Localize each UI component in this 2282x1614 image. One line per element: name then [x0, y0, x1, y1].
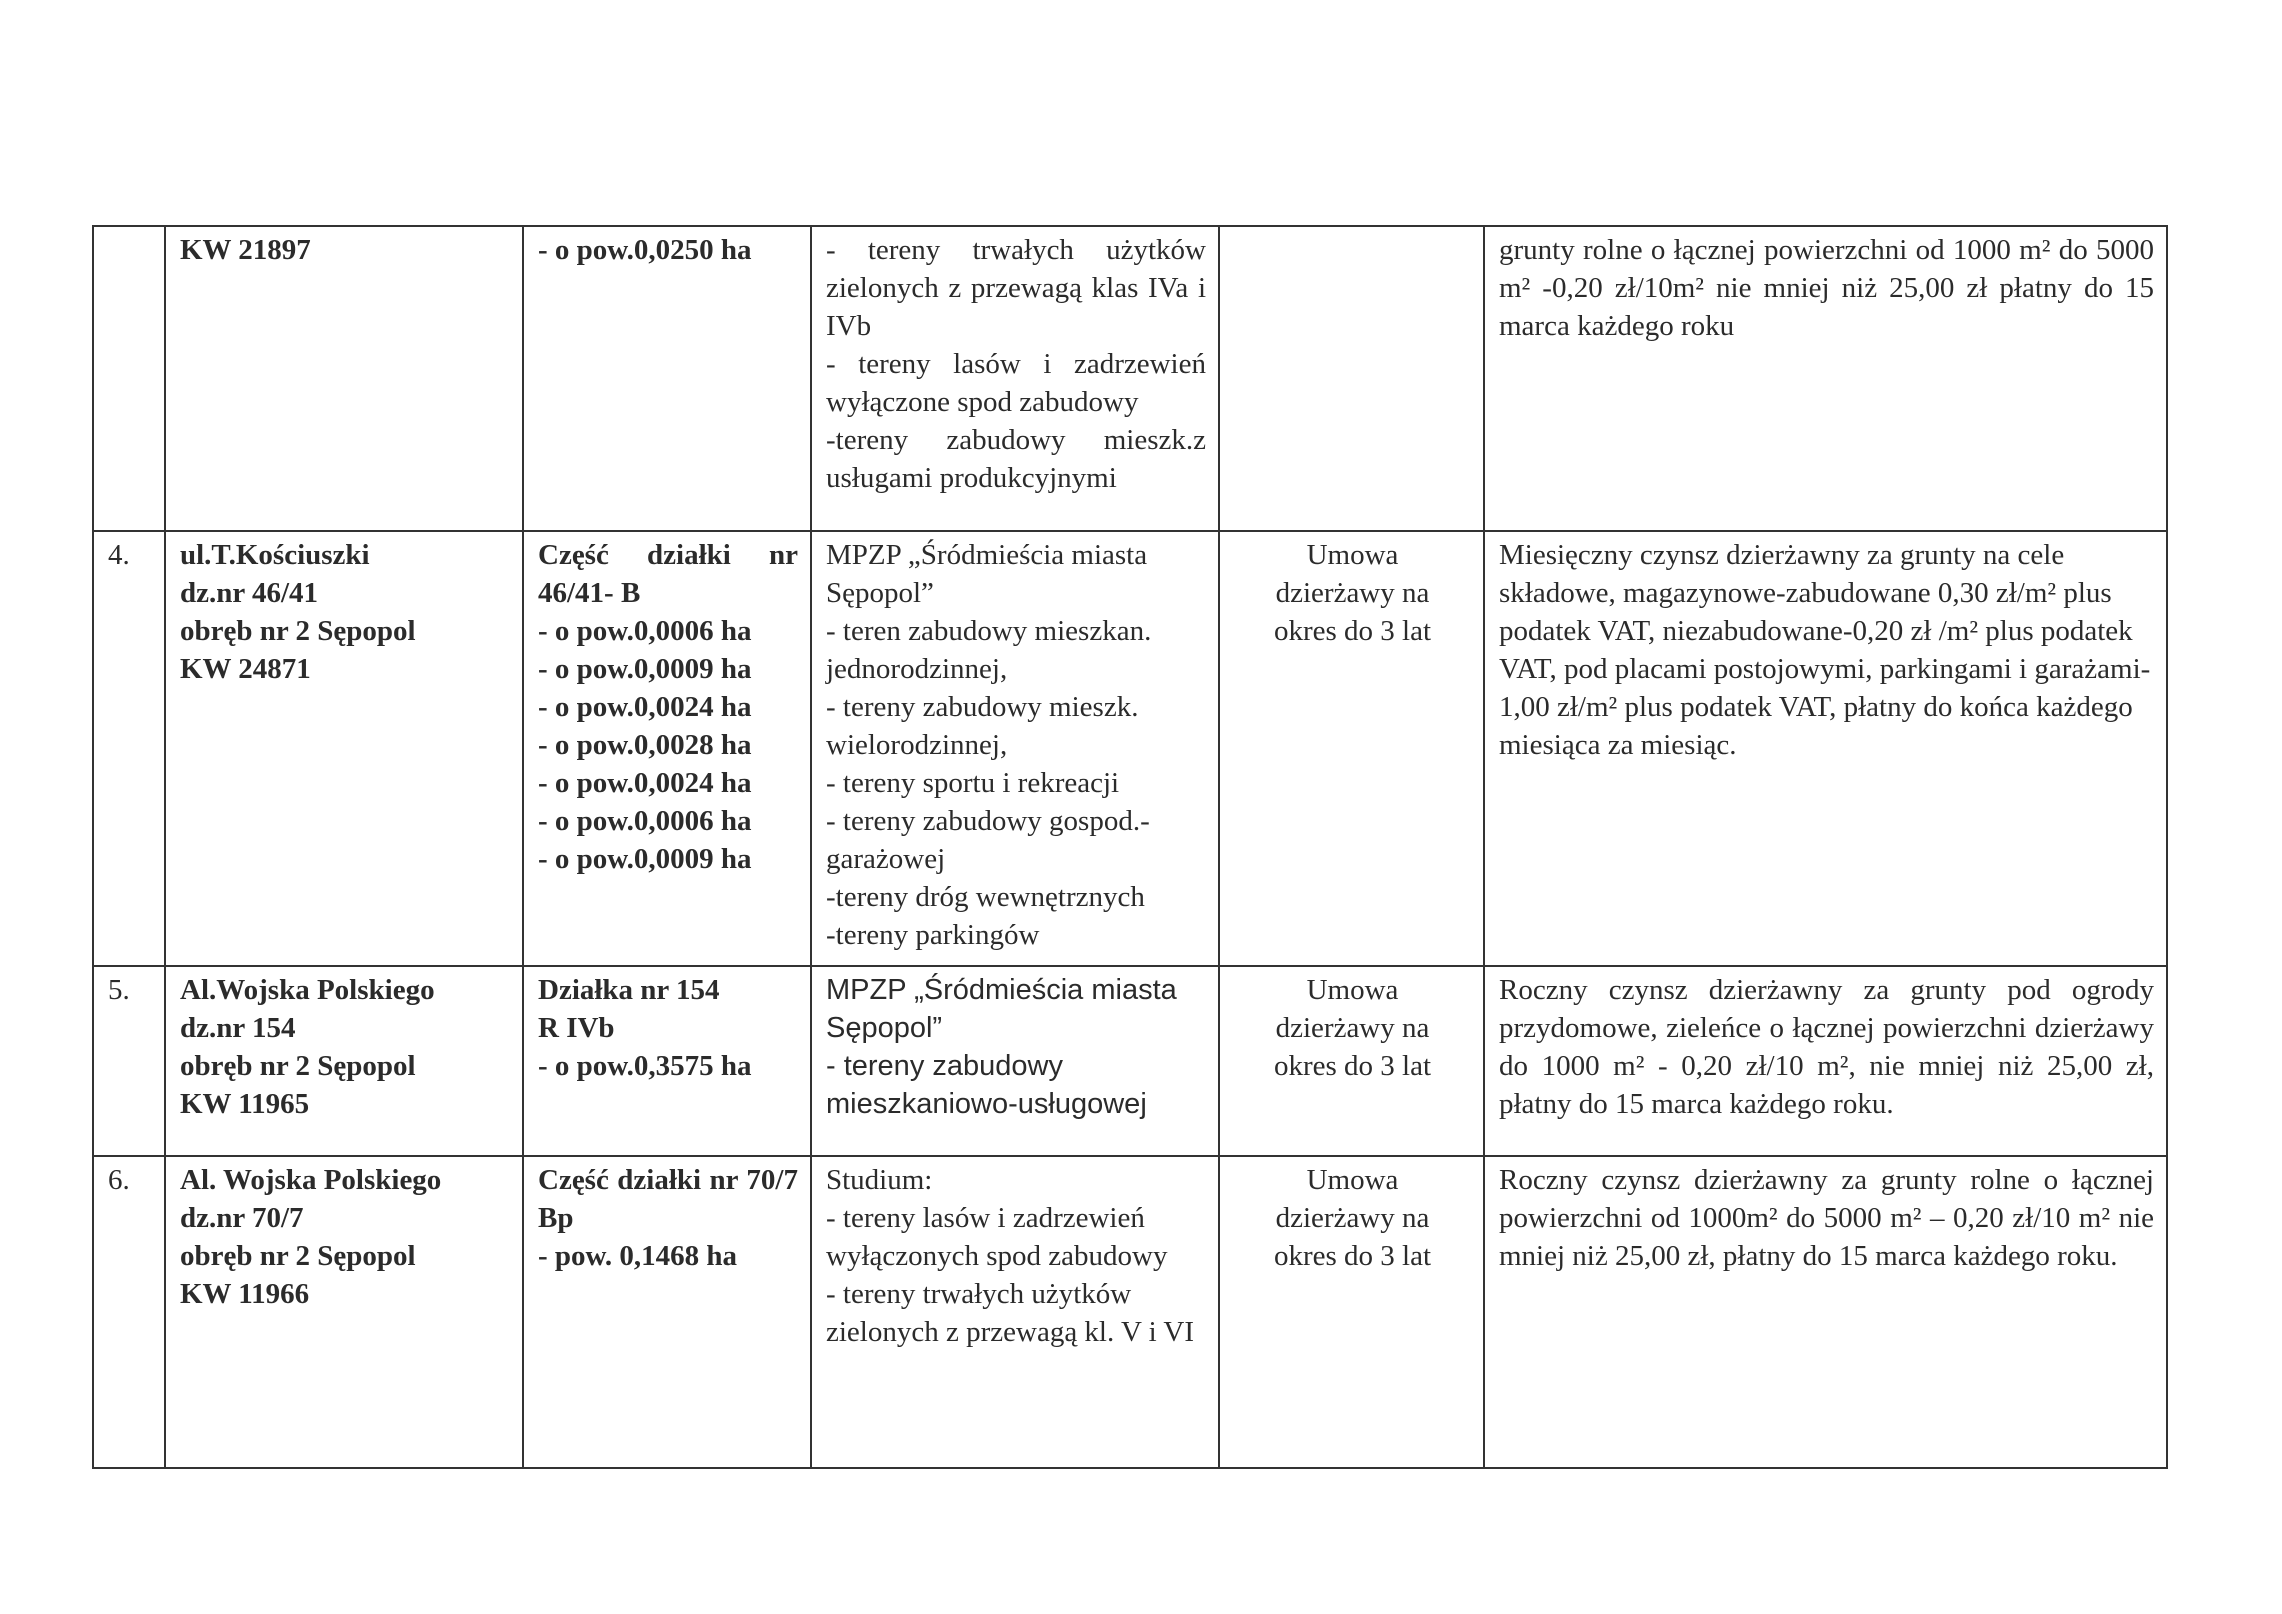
- plan-line: - tereny lasów i zadrzewień wyłączone spod zabudowy: [826, 348, 1206, 418]
- rent-text: Roczny czynsz dzierżawny za grunty rolne o łącznej powierzchni od 1000m² do 5000 m² – 0,20 zł/10 m² nie mniej niż 25,00 zł, płatny do 15 marca każdego roku.: [1499, 1164, 2154, 1272]
- location-line: dz.nr 154: [180, 1012, 296, 1044]
- rent-text: Roczny czynsz dzierżawny za grunty pod ogrody przydomowe, zieleńce o łącznej powierzchni dzierżawy do 1000 m² - 0,20 zł/10 m², nie mniej niż 25,00 zł, płatny do 15 marca każdego roku.: [1499, 974, 2154, 1120]
- plan-cell: [811, 531, 1219, 966]
- contract-cell: [1219, 966, 1484, 1156]
- plan-cell: [811, 1156, 1219, 1468]
- rent-text: grunty rolne o łącznej powierzchni od 1000 m² do 5000 m² -0,20 zł/10m² nie mniej niż 25,00 zł płatny do 15 marca każdego roku: [1499, 234, 2154, 342]
- row-number: [93, 226, 165, 531]
- lease-table: [92, 225, 2168, 1469]
- area-line: - o pow.0,0024 ha: [538, 691, 752, 723]
- plan-line: -tereny dróg wewnętrznych: [826, 881, 1145, 913]
- plan-line: MPZP „Śródmieścia miasta: [826, 974, 1177, 1006]
- location-line: dz.nr 46/41: [180, 577, 319, 609]
- area-line: - o pow.0,3575 ha: [538, 1050, 752, 1082]
- area-line: - o pow.0,0024 ha: [538, 767, 752, 799]
- area-cell: [523, 226, 811, 531]
- area-line: - o pow.0,0028 ha: [538, 729, 752, 761]
- area-line: Część działki nr 46/41- B: [538, 539, 798, 609]
- row-number-text: 4.: [108, 539, 130, 571]
- location-line: Al. Wojska Polskiego: [180, 1164, 442, 1196]
- location-line: KW 11965: [180, 1088, 310, 1120]
- rent-cell: [1484, 966, 2167, 1156]
- area-line: - o pow.0,0009 ha: [538, 653, 752, 685]
- plan-line: - tereny trwałych użytków zielonych z przewagą kl. V i VI: [826, 1278, 1195, 1348]
- rent-cell: [1484, 531, 2167, 966]
- rent-cell: [1484, 226, 2167, 531]
- table-row: [93, 531, 2167, 966]
- area-line: - o pow.0,0250 ha: [538, 234, 752, 266]
- location-line: KW 24871: [180, 653, 311, 685]
- area-line: Działka nr 154: [538, 974, 720, 1006]
- location-line: dz.nr 70/7: [180, 1202, 304, 1234]
- location-cell: [165, 966, 523, 1156]
- location-line: ul.T.Kościuszki: [180, 539, 370, 571]
- plan-line: Sępopol”: [826, 1012, 943, 1044]
- area-cell: [523, 531, 811, 966]
- contract-line: okres do 3 lat: [1273, 1050, 1432, 1082]
- location-line: obręb nr 2 Sępopol: [180, 615, 416, 647]
- plan-line: - tereny trwałych użytków zielonych z przewagą klas IVa i IVb: [826, 234, 1206, 342]
- plan-cell: [811, 226, 1219, 531]
- area-line: - o pow.0,0009 ha: [538, 843, 752, 875]
- location-line: obręb nr 2 Sępopol: [180, 1240, 416, 1272]
- contract-line: okres do 3 lat: [1273, 1240, 1432, 1272]
- contract-line: Umowa: [1306, 974, 1399, 1006]
- location-cell: [165, 226, 523, 531]
- location-line: KW 21897: [180, 234, 311, 266]
- plan-line: Studium:: [826, 1164, 933, 1196]
- plan-line: - tereny zabudowy gospod.-garażowej: [826, 805, 1150, 875]
- contract-line: Umowa: [1306, 1164, 1399, 1196]
- plan-line: - teren zabudowy mieszkan. jednorodzinnej,: [826, 615, 1152, 685]
- contract-cell: [1219, 226, 1484, 531]
- row-number: [93, 966, 165, 1156]
- contract-cell: [1219, 1156, 1484, 1468]
- plan-line: -tereny parkingów: [826, 919, 1040, 951]
- contract-line: okres do 3 lat: [1273, 615, 1432, 647]
- location-cell: [165, 531, 523, 966]
- contract-line: Umowa: [1306, 539, 1399, 571]
- row-number-text: 6.: [108, 1164, 130, 1196]
- area-line: Część działki nr 70/7 Bp: [538, 1164, 798, 1234]
- table-row: [93, 966, 2167, 1156]
- row-number: [93, 1156, 165, 1468]
- row-number-text: 5.: [108, 974, 130, 1006]
- plan-line: -tereny zabudowy mieszk.z usługami produkcyjnymi: [826, 424, 1206, 494]
- area-cell: [523, 1156, 811, 1468]
- area-line: - o pow.0,0006 ha: [538, 805, 752, 837]
- contract-line: dzierżawy na: [1275, 577, 1430, 609]
- contract-line: dzierżawy na: [1275, 1012, 1430, 1044]
- plan-line: - tereny lasów i zadrzewień wyłączonych spod zabudowy: [826, 1202, 1168, 1272]
- contract-cell: [1219, 531, 1484, 966]
- location-cell: [165, 1156, 523, 1468]
- rent-text: Miesięczny czynsz dzierżawny za grunty na cele składowe, magazynowe-zabudowane 0,30 zł/m² plus podatek VAT, niezabudowane-0,20 zł /m² plus podatek VAT, pod placami postojowymi, parkingami i garażami-1,00 zł/m² plus podatek VAT, płatny do końca każdego miesiąca za miesiąc.: [1499, 539, 2151, 761]
- table-row: [93, 226, 2167, 531]
- row-number: [93, 531, 165, 966]
- plan-cell: [811, 966, 1219, 1156]
- plan-line: - tereny zabudowy: [826, 1050, 1063, 1082]
- area-line: - o pow.0,0006 ha: [538, 615, 752, 647]
- plan-line: mieszkaniowo-usługowej: [826, 1088, 1147, 1120]
- area-cell: [523, 966, 811, 1156]
- location-line: Al.Wojska Polskiego: [180, 974, 435, 1006]
- rent-cell: [1484, 1156, 2167, 1468]
- location-line: KW 11966: [180, 1278, 310, 1310]
- area-line: - pow. 0,1468 ha: [538, 1240, 738, 1272]
- area-line: R IVb: [538, 1012, 615, 1044]
- plan-line: MPZP „Śródmieścia miasta Sępopol”: [826, 539, 1148, 609]
- plan-line: - tereny sportu i rekreacji: [826, 767, 1120, 799]
- location-line: obręb nr 2 Sępopol: [180, 1050, 416, 1082]
- table-row: [93, 1156, 2167, 1468]
- plan-line: - tereny zabudowy mieszk. wielorodzinnej,: [826, 691, 1139, 761]
- contract-line: dzierżawy na: [1275, 1202, 1430, 1234]
